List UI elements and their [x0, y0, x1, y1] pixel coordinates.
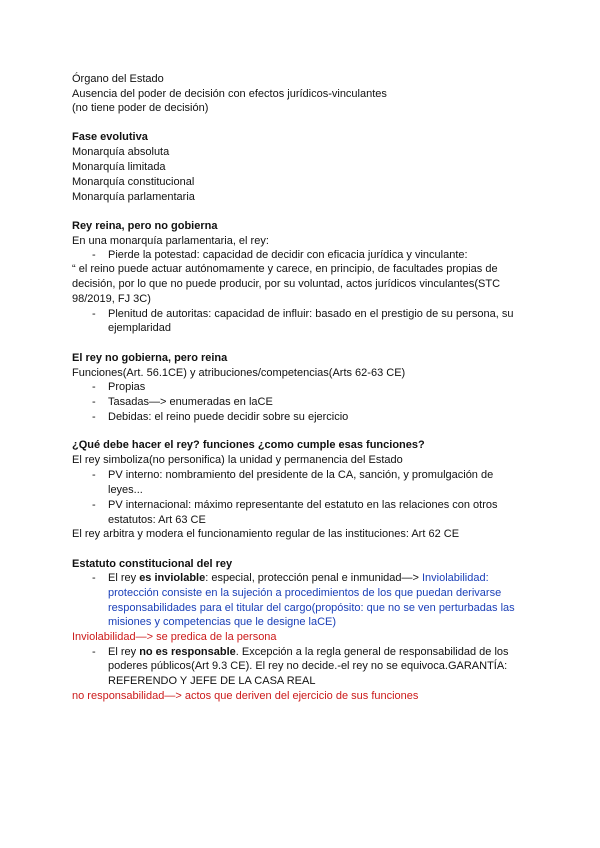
rey-reina-intro: En una monarquía parlamentaria, el rey:	[72, 235, 269, 247]
inviolabilidad-line-4: misiones y competencias que le designe laCE)	[108, 616, 337, 628]
inviolabilidad-line-3: responsabilidades para el titular del cargo(propósito: que no se ven perturbadas las	[108, 602, 515, 614]
que-debe-bullet-1a: PV interno: nombramiento del presidente de la CA, sanción, y promulgación de	[108, 469, 494, 481]
bullet-dash: -	[92, 396, 96, 408]
quote-line-3: 98/2019, FJ 3C)	[72, 293, 151, 305]
que-debe-outro: El rey arbitra y modera el funcionamiento regular de las instituciones: Art 62 CE	[72, 528, 460, 540]
fase-item: Monarquía parlamentaria	[72, 191, 195, 203]
fase-item: Monarquía limitada	[72, 161, 166, 173]
intro-line-1: Órgano del Estado	[72, 73, 164, 85]
fase-heading: Fase evolutiva	[72, 131, 148, 143]
bullet-dash: -	[92, 572, 96, 584]
rey-reina-heading: Rey reina, pero no gobierna	[72, 220, 218, 232]
no-gobierna-item: Debidas: el reino puede decidir sobre su ejercicio	[108, 411, 349, 423]
intro-line-3: (no tiene poder de decisión)	[72, 102, 209, 114]
fase-item: Monarquía absoluta	[72, 146, 170, 158]
que-debe-intro: El rey simboliza(no personifica) la unidad y permanencia del Estado	[72, 454, 403, 466]
estatuto-bullet-2-line-2: poderes públicos(Art 9.3 CE). El rey no decide.-el rey no se equivoca.GARANTÍA:	[108, 660, 508, 672]
rey-reina-bullet-2b: ejemplaridad	[108, 322, 171, 334]
responsabilidad-note: no responsabilidad—> actos que deriven del ejercicio de sus funciones	[72, 690, 419, 702]
bullet-dash: -	[92, 308, 96, 320]
bullet-dash: -	[92, 249, 96, 261]
intro-line-2: Ausencia del poder de decisión con efectos jurídicos-vinculantes	[72, 88, 387, 100]
no-gobierna-item: Tasadas—> enumeradas en laCE	[108, 396, 273, 408]
no-gobierna-intro: Funciones(Art. 56.1CE) y atribuciones/competencias(Arts 62-63 CE)	[72, 367, 406, 379]
que-debe-bullet-2b: estatutos: Art 63 CE	[108, 514, 206, 526]
quote-line-2: decisión, por lo que no puede producir, por su voluntad, actos jurídicos vinculantes(STC	[72, 278, 501, 290]
estatuto-bullet-1: El rey es inviolable: especial, protección penal e inmunidad—> Inviolabilidad:	[108, 572, 489, 584]
bullet-dash: -	[92, 646, 96, 658]
bullet-dash: -	[92, 381, 96, 393]
fase-item: Monarquía constitucional	[72, 176, 195, 188]
que-debe-bullet-2a: PV internacional: máximo representante del estatuto en las relaciones con otros	[108, 499, 498, 511]
que-debe-bullet-1b: leyes...	[108, 484, 143, 496]
rey-reina-bullet-1: Pierde la potestad: capacidad de decidir con eficacia jurídica y vinculante:	[108, 249, 468, 261]
estatuto-bullet-2: El rey no es responsable. Excepción a la regla general de responsabilidad de los	[108, 646, 509, 658]
estatuto-bullet-2-line-3: REFERENDO Y JEFE DE LA CASA REAL	[108, 675, 316, 687]
bullet-dash: -	[92, 469, 96, 481]
inviolabilidad-line-2: protección consiste en la sujeción a procedimientos de los que puedan derivarse	[108, 587, 502, 599]
quote-line-1: “ el reino puede actuar autónomamente y carece, en principio, de facultades propias de	[72, 263, 498, 275]
no-gobierna-heading: El rey no gobierna, pero reina	[72, 352, 228, 364]
que-debe-heading: ¿Qué debe hacer el rey? funciones ¿como cumple esas funciones?	[72, 439, 425, 451]
rey-reina-bullet-2a: Plenitud de autoritas: capacidad de influir: basado en el prestigio de su persona, su	[108, 308, 514, 320]
bullet-dash: -	[92, 411, 96, 423]
inviolabilidad-note: Inviolabilidad—> se predica de la persona	[72, 631, 277, 643]
estatuto-heading: Estatuto constitucional del rey	[72, 558, 233, 570]
bullet-dash: -	[92, 499, 96, 511]
no-gobierna-item: Propias	[108, 381, 146, 393]
